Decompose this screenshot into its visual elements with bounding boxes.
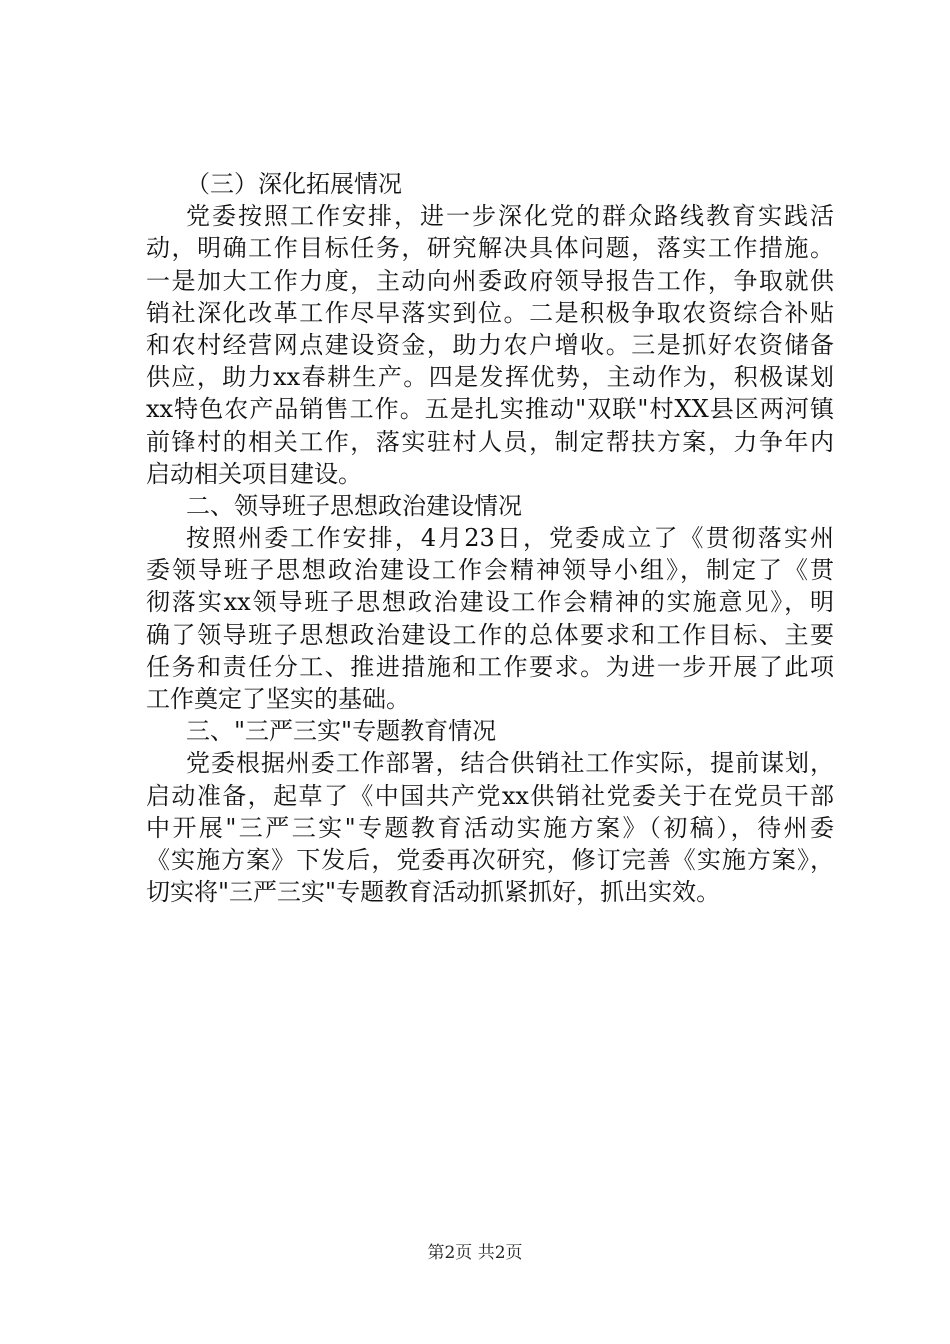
paragraph-three-stricts (146, 747, 834, 908)
paragraph-line: 《实施方案》下发后，党委再次研究，修订完善《实施方案》， (146, 845, 834, 874)
paragraph-leadership (146, 522, 834, 715)
paragraph-line: 任务和责任分工、推进措施和工作要求。为进一步开展了此项 (146, 652, 834, 681)
paragraph-line: 和农村经营网点建设资金，助力农户增收。三是抓好农资储备 (146, 330, 834, 359)
paragraph-line: 确了领导班子思想政治建设工作的总体要求和工作目标、主要 (146, 620, 834, 649)
paragraph-line: 启动准备，起草了《中国共产党xx供销社党委关于在党员干部 (146, 781, 834, 810)
document-body (146, 168, 834, 908)
paragraph-line: 一是加大工作力度，主动向州委政府领导报告工作，争取就供 (146, 266, 834, 295)
paragraph-line: 委领导班子思想政治建设工作会精神领导小组》，制定了《贯 (146, 556, 834, 585)
paragraph-line: 供应，助力xx春耕生产。四是发挥优势，主动作为，积极谋划 (146, 363, 834, 392)
paragraph-line: 中开展"三严三实"专题教育活动实施方案》（初稿），待州委 (146, 813, 834, 842)
paragraph-line: 按照州委工作安排，4月23日，党委成立了《贯彻落实州 (186, 524, 834, 553)
paragraph-line: 销社深化改革工作尽早落实到位。二是积极争取农资综合补贴 (146, 298, 834, 327)
paragraph-line: 党委按照工作安排，进一步深化党的群众路线教育实践活 (186, 202, 834, 231)
paragraph-line: 党委根据州委工作部署，结合供销社工作实际，提前谋划， (186, 749, 834, 778)
paragraph-deepen-expand (146, 200, 834, 490)
paragraph-line: 工作奠定了坚实的基础。 (146, 685, 410, 713)
section-heading-three-stricts: 三、"三严三实"专题教育情况 (186, 717, 497, 746)
section-heading-leadership: 二、领导班子思想政治建设情况 (186, 491, 522, 520)
paragraph-line: xx特色农产品销售工作。五是扎实推动"双联"村XX县区两河镇 (146, 395, 834, 424)
paragraph-line: 动，明确工作目标任务，研究解决具体问题，落实工作措施。 (146, 234, 834, 263)
section-heading-deepen-expand: （三）深化拓展情况 (186, 170, 402, 198)
paragraph-line: 前锋村的相关工作，落实驻村人员，制定帮扶方案，力争年内 (146, 427, 834, 456)
paragraph-line: 彻落实xx领导班子思想政治建设工作会精神的实施意见》，明 (146, 588, 834, 617)
paragraph-line: 切实将"三严三实"专题教育活动抓紧抓好，抓出实效。 (146, 878, 721, 907)
page-number-footer: 第2页 共2页 (427, 1243, 523, 1263)
paragraph-line: 启动相关项目建设。 (146, 459, 362, 488)
